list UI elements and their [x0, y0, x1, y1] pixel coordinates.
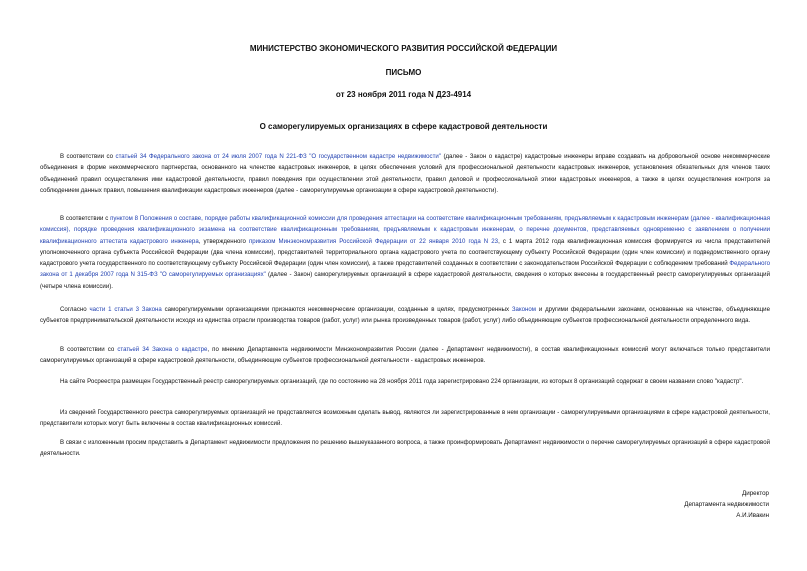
document-type: ПИСЬМО — [385, 68, 422, 77]
paragraph-2 — [40, 213, 770, 292]
paragraph-text: В связи с изложенным просим представить в Департамент недвижимости предложения по решению вышеуказанного вопроса, а также проинформировать Департамент недвижимости о перечне саморегулируемых организаций в сфере кадастровой деятельности. — [40, 439, 770, 458]
paragraph-text: В соответствии с — [60, 215, 111, 222]
signature-position: Директор — [742, 490, 769, 497]
paragraph-text: , по мнению Департамента недвижимости Минэкономразвития России (далее - Департамент недвижимости), в состав квалификационных комиссий могут включаться только представители саморегулируемых организаций в сфере кадастровой деятельности, объединяющие субъектов профессиональной деятельности - кадастровых инженеров. — [40, 346, 770, 365]
paragraph-text: , утвержденного — [198, 237, 249, 245]
ministry-title: МИНИСТЕРСТВО ЭКОНОМИЧЕСКОГО РАЗВИТИЯ РОССИЙСКОЙ ФЕДЕРАЦИИ — [249, 44, 558, 53]
paragraph-4 — [40, 344, 770, 367]
paragraph-text: (далее - Закон) саморегулируемых организаций в сфере кадастровой деятельности, сведения о которых внесены в государственный реестр саморегулируемых организаций (четыре члена комиссии). — [40, 271, 770, 290]
paragraph-text: На сайте Росреестра размещен Государственный реестр саморегулируемых организаций, где по состоянию на 28 ноября 2011 года зарегистрировано 224 организации, из которых 8 организаций содержат в своем названии слово "кадастр". — [60, 378, 744, 385]
law-link[interactable]: статьей 34 Федерального закона от 24 июля 2007 года N 221-ФЗ "О государственном кадастре недвижимости" — [115, 153, 441, 160]
paragraph-text: Из сведений Государственного реестра саморегулируемых организаций не представляется возможным сделать вывод, являются ли зарегистрированные в нем организации - саморегулируемыми организациями в сфере кадастровой деятельности, представители которых могут быть включены в состав квалификационных комиссий. — [40, 409, 770, 428]
order-link[interactable]: приказом Минэкономразвития Российской Федерации от 22 января 2010 года N 23 — [248, 237, 499, 245]
law-article-link[interactable]: части 1 статьи 3 Закона — [89, 306, 162, 313]
signature-department: Департамента недвижимости — [684, 501, 769, 508]
signature-name: А.И.Ивакин — [736, 512, 769, 519]
paragraph-3 — [40, 304, 770, 327]
document-date-number: от 23 ноября 2011 года N Д23-4914 — [335, 90, 472, 99]
paragraph-text: , с 1 марта 2012 года квалификационная комиссия формируется из числа представителей уполномоченного органа субъекта Российской Федерации (два члена комиссии), представителей территориального органа кадастрового учета по соответствующему субъекту Российской Федерации (один член комиссии) и подведомственного органу кадастрового учета государственного по соответствующему субъекту Российской Федерации (один член комиссии), а также представителей созданных в соответствии с законодательством Российской Федерации с соблюдением требований — [40, 237, 770, 267]
law-article-link[interactable]: статьей 34 Закона о кадастре — [117, 346, 208, 353]
paragraph-7 — [40, 437, 770, 460]
paragraph-5 — [40, 376, 770, 387]
paragraph-6 — [40, 407, 770, 430]
law-link[interactable]: Федерального закона от 1 декабря 2007 года N 315-ФЗ "О саморегулируемых организациях" — [40, 260, 770, 279]
paragraph-text: В соответствии со — [60, 153, 116, 160]
paragraph-text: Согласно — [60, 306, 90, 313]
paragraph-text: и другими федеральными законами, основанные на членстве, объединяющие субъектов предпринимательской деятельности исходя из единства отрасли производства товаров (работ, услуг) или рынка произведенных товаров (работ, услуг) либо объединяющие субъектов профессиональной деятельности определенного вида. — [40, 306, 770, 325]
document-subject: О саморегулируемых организациях в сфере кадастровой деятельности — [259, 122, 548, 131]
law-link[interactable]: Законом — [511, 306, 536, 313]
paragraph-text: саморегулируемыми организациями признаются некоммерческие организации, созданные в целях, предусмотренных — [161, 306, 512, 313]
regulation-link[interactable]: пунктом 8 Положения о составе, порядке работы квалификационной комиссии для проведения аттестации на соответствие квалификационным требованиям, предъявляемым к кадастровым инженерам (далее - квалификационная комиссия), порядке проведения квалификационного экзамена на соответствие квалификационным требованиям, предъявляемым к кадастровым инженерам, о перечне документов, представляемых одновременно с заявлением о получении квалификационного аттестата кадастрового инженера — [40, 215, 770, 245]
paragraph-1 — [40, 151, 770, 196]
paragraph-text: В соответствии со — [60, 346, 118, 353]
paragraph-text: (далее - Закон о кадастре) кадастровые инженеры вправе создавать на добровольной основе некоммерческие объединения в форме некоммерческого партнерства, основанного на членстве кадастровых инженеров, в целях обеспечения условий для профессиональной деятельности кадастровых инженеров, установления обязательных для членов таких объединений правил осуществления ими кадастровой деятельности, правил поведения при осуществлении этой деятельности, правил деловой и профессиональной этики кадастровых инженеров, а также в целях осуществления контроля за соблюдением данных правил, повышения квалификации кадастровых инженеров (далее - саморегулируемые организации в сфере кадастровой деятельности). — [40, 153, 771, 194]
